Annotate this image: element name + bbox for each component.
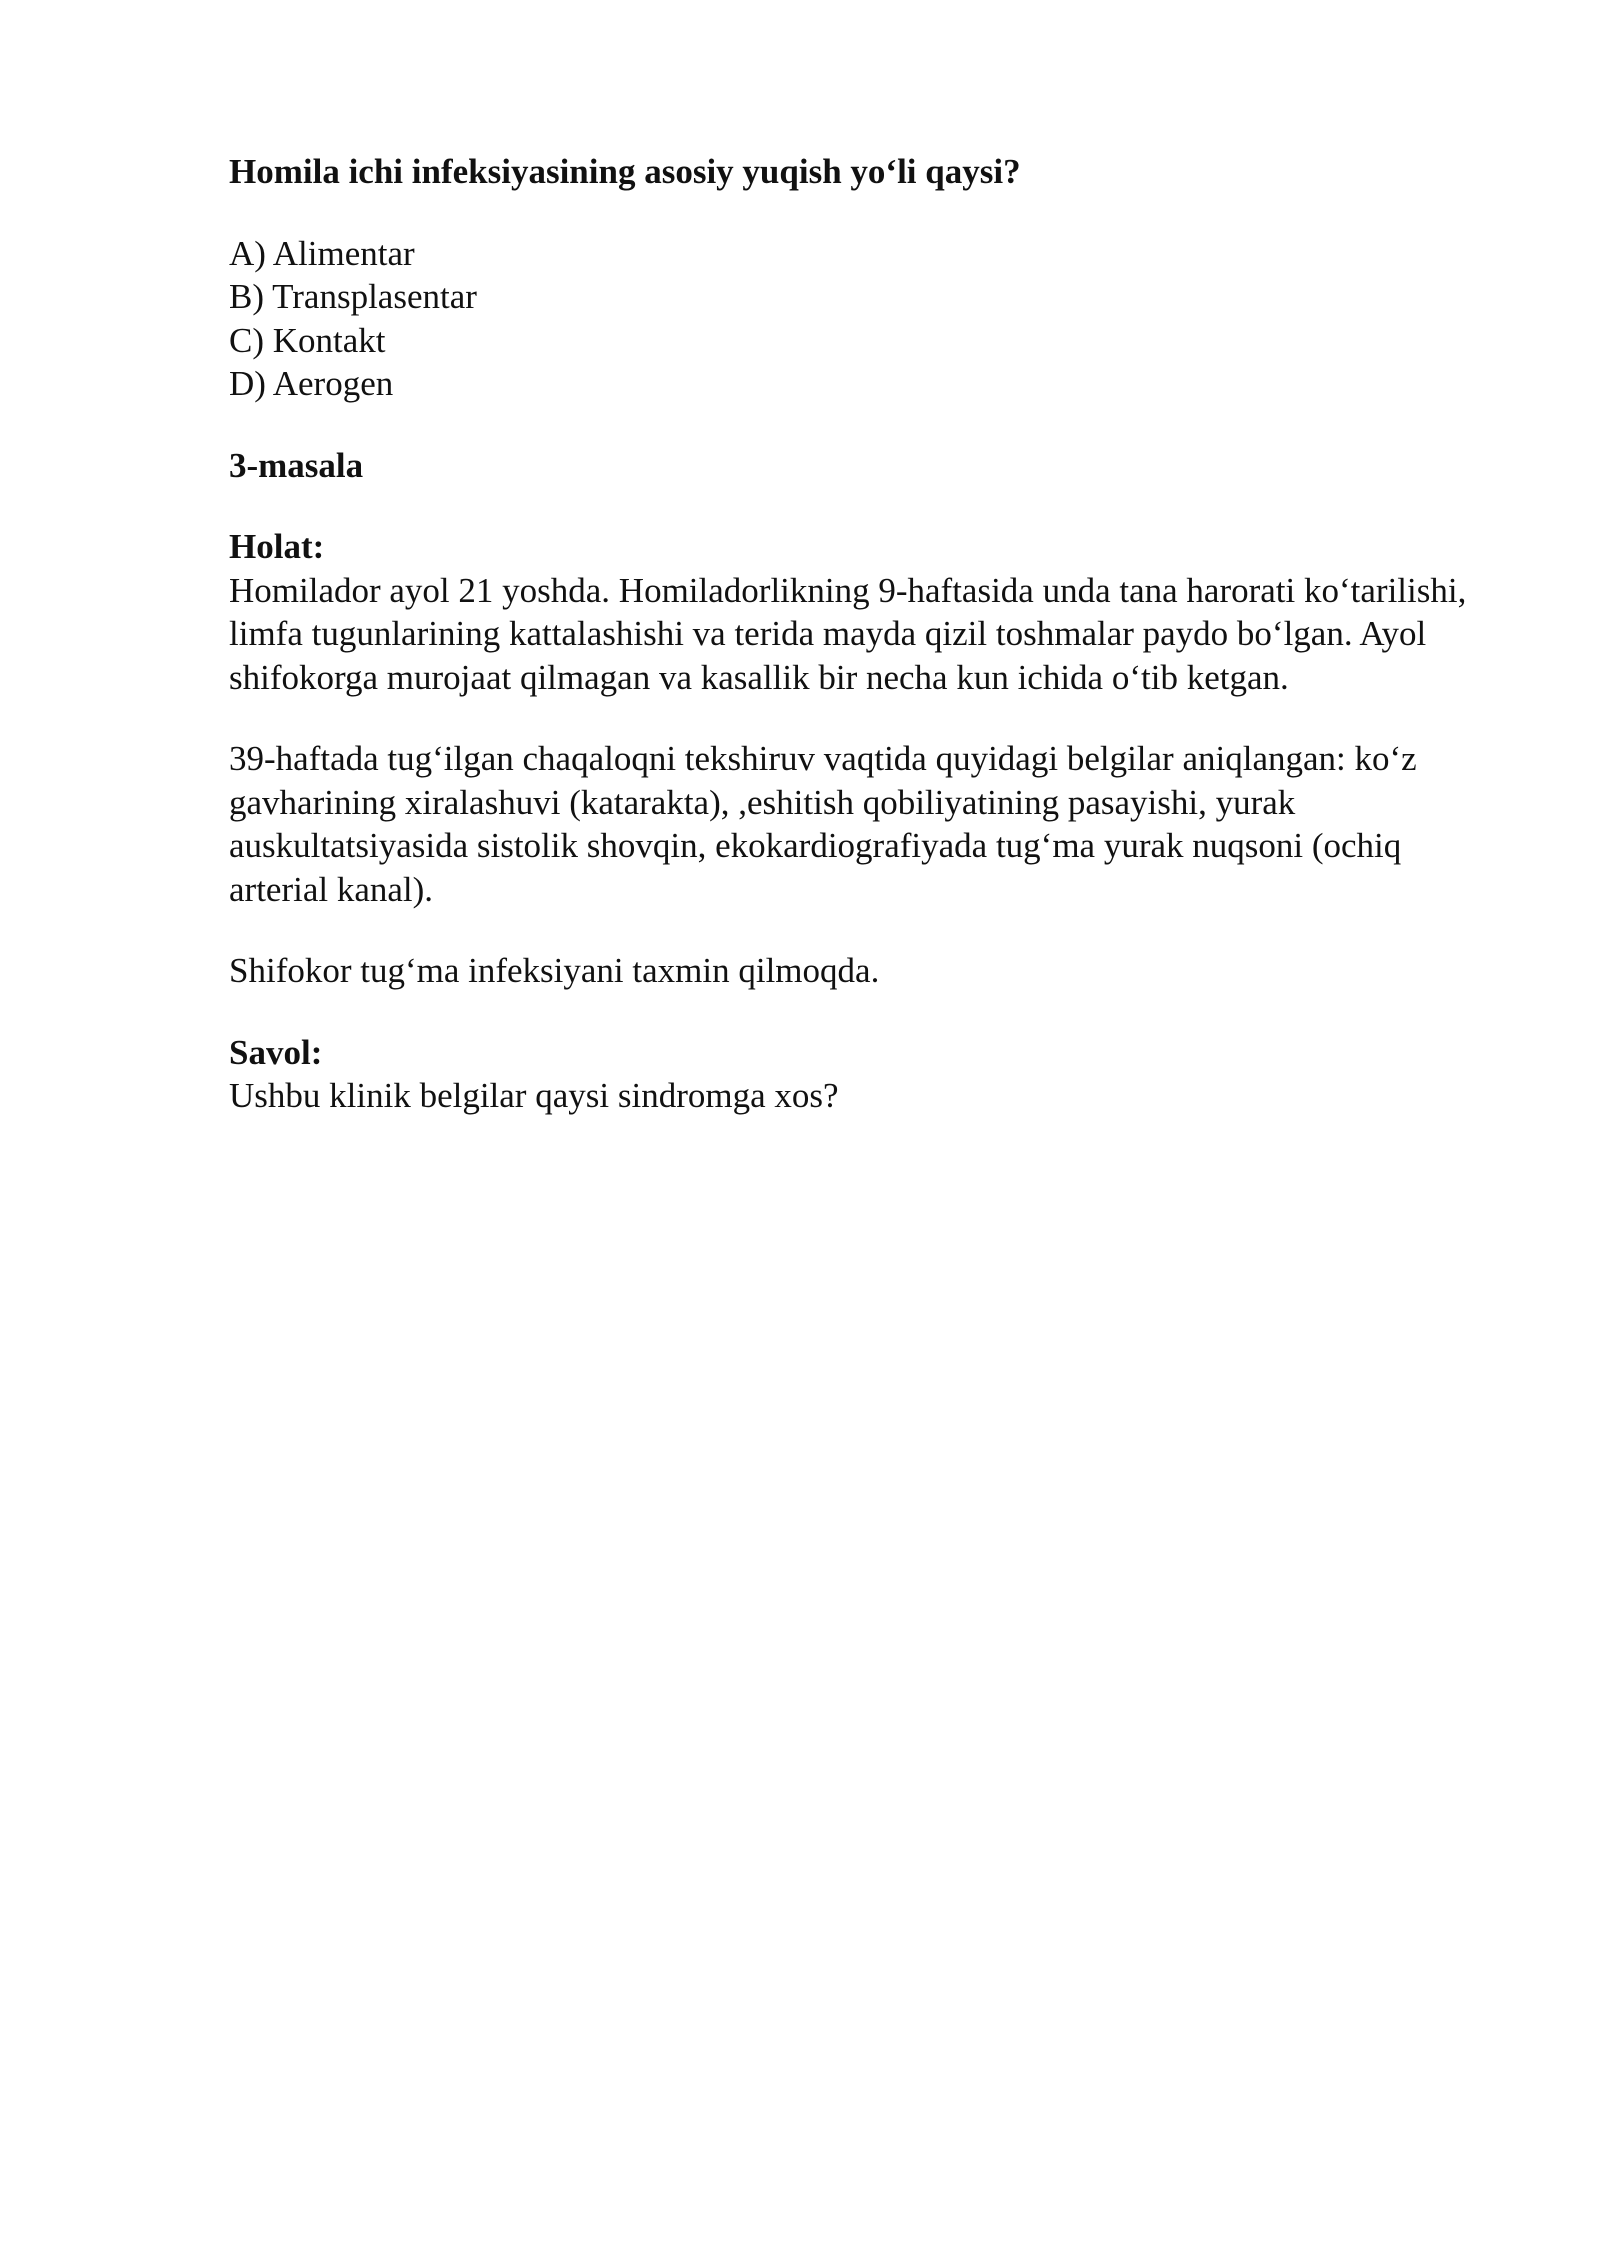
case-paragraph-2: 39-haftada tug‘ilgan chaqaloqni tekshiruv vaqtida quyidagi belgilar aniqlangan: ko‘z gavharining xiralashuvi (katarakta), ,eshitish qobiliyatining pasayishi, yurak auskultatsiyasida sistolik shovqin, ekokardiografiyada tug‘ma yurak nuqsoni (ochiq arterial kanal). [229,739,1417,909]
question-title: Homila ichi infeksiyasining asosiy yuqish yo‘li qaysi? [229,152,1021,191]
case-paragraph-1: Homilador ayol 21 yoshda. Homiladorlikning 9-haftasida unda tana harorati ko‘tarilishi, limfa tugunlarining kattalashishi va terida mayda qizil toshmalar paydo bo‘lgan. Ayol shifokorga murojaat qilmagan va kasallik bir necha kun ichida o‘tib ketgan. [229,570,1467,697]
task-heading: 3-masala [229,445,364,485]
option-d: D) Aerogen [229,364,394,403]
option-b: B) Transplasentar [229,277,477,316]
document-page [229,150,1469,1118]
answer-options [229,232,1469,406]
case-label: Holat: [229,527,325,566]
option-c: C) Kontakt [229,320,386,360]
option-a: A) Alimentar [229,233,415,273]
case-paragraph-3: Shifokor tug‘ma infeksiyani taxmin qilmoqda. [229,951,880,990]
question-label: Savol: [229,1032,323,1072]
question-text: Ushbu klinik belgilar qaysi sindromga xos? [229,1076,839,1115]
